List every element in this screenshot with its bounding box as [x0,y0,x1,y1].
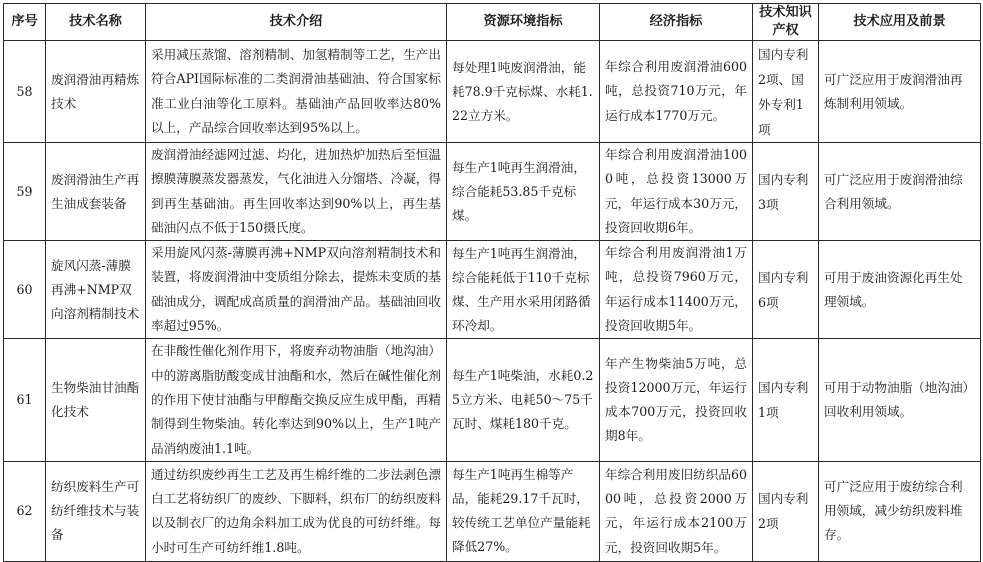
cell-economic-indicators: 年综合利用废旧纺织品6000吨，总投资2000万元，年运行成本2100万元，投资回收期5年。 [600,461,753,561]
technology-table-document [3,3,981,562]
cell-technology-name: 废润滑油再精炼技术 [46,41,146,143]
cell-economic-indicators: 年综合利用废润滑油1000吨，总投资13000万元，年运行成本30万元，投资回收期6年。 [600,143,753,241]
cell-application-prospects: 可广泛应用于废润滑油综合利用领域。 [819,143,981,241]
table-row [4,241,981,339]
cell-application-prospects: 可用于废油资源化再生处理领域。 [819,241,981,339]
cell-resource-indicators: 每处理1吨废润滑油，能耗78.9千克标煤、水耗1.22立方米。 [447,41,600,143]
header-serial-number: 序号 [4,4,46,41]
header-economic-indicators: 经济指标 [600,4,753,41]
cell-technology-name: 旋风闪蒸-薄膜再沸+NMP双向溶剂精制技术 [46,241,146,339]
cell-technology-intro: 废润滑油经滤网过滤、均化，进加热炉加热后至恒温擦膜薄膜蒸发器蒸发，气化油进入分馏塔、冷凝，得到再生基础油。再生回收率达到90%以上，再生基础油闪点不低于150摄氏度。 [146,143,447,241]
cell-technology-name: 废润滑油生产再生油成套装备 [46,143,146,241]
cell-economic-indicators: 年产生物柴油5万吨，总投资12000万元，年运行成本700万元，投资回收期8年。 [600,339,753,461]
header-resource-environment-indicators: 资源环境指标 [447,4,600,41]
header-technology-intro: 技术介绍 [146,4,447,41]
table-row [4,143,981,241]
cell-resource-indicators: 每生产1吨柴油，水耗0.25立方米、电耗50～75千瓦时、煤耗180千克。 [447,339,600,461]
table-header-row [4,4,981,41]
header-technology-name: 技术名称 [46,4,146,41]
cell-serial-number: 62 [4,461,46,561]
cell-intellectual-property: 国内专利1项 [753,339,819,461]
table-row [4,41,981,143]
cell-intellectual-property: 国内专利6项 [753,241,819,339]
header-application-prospects: 技术应用及前景 [819,4,981,41]
cell-technology-intro: 采用旋风闪蒸-薄膜再沸+NMP双向溶剂精制技术和装置，将废润滑油中变质组分除去，提炼未变质的基础油成分，调配成高质量的润滑油产品。基础油回收率超过95%。 [146,241,447,339]
cell-resource-indicators: 每生产1吨再生棉等产品，能耗29.17千瓦时，较传统工艺单位产量能耗降低27%。 [447,461,600,561]
cell-serial-number: 61 [4,339,46,461]
cell-intellectual-property: 国内专利3项 [753,143,819,241]
cell-technology-intro: 通过纺织废纱再生工艺及再生棉纤维的二步法剥色漂白工艺将纺织厂的废纱、下脚料，织布厂的纺织废料以及制衣厂的边角余料加工成为优良的可纺纤维。每小时可生产可纺纤维1.8吨。 [146,461,447,561]
cell-serial-number: 58 [4,41,46,143]
cell-technology-name: 纺织废料生产可纺纤维技术与装备 [46,461,146,561]
header-intellectual-property: 技术知识产权 [753,4,819,41]
cell-economic-indicators: 年综合利用废润滑油600吨，总投资710万元，年运行成本1770万元。 [600,41,753,143]
cell-technology-intro: 采用减压蒸馏、溶剂精制、加氢精制等工艺，生产出符合API国际标准的二类润滑油基础油、符合国家标准工业白油等化工原料。基础油产品回收率达80%以上，产品综合回收率达到95%以上。 [146,41,447,143]
cell-application-prospects: 可广泛应用于废纺综合利用领域，减少纺织废料堆存。 [819,461,981,561]
cell-resource-indicators: 每生产1吨再生润滑油，综合能耗53.85千克标煤。 [447,143,600,241]
cell-application-prospects: 可广泛应用于废润滑油再炼制利用领域。 [819,41,981,143]
cell-technology-intro: 在非酸性催化剂作用下，将废弃动物油脂（地沟油）中的游离脂肪酸变成甘油酯和水，然后在碱性催化剂的作用下使甘油酯与甲醇酯交换反应生成甲酯，再精制得到生物柴油。转化率达到90%以上，生产1吨产品消纳废油1.1吨。 [146,339,447,461]
cell-serial-number: 59 [4,143,46,241]
cell-serial-number: 60 [4,241,46,339]
cell-intellectual-property: 国内专利2项、国外专利1项 [753,41,819,143]
cell-economic-indicators: 年综合利用废润滑油1万吨，总投资7960万元，年运行成本11400万元，投资回收期5年。 [600,241,753,339]
table-row [4,339,981,461]
cell-application-prospects: 可用于动物油脂（地沟油）回收利用领域。 [819,339,981,461]
cell-intellectual-property: 国内专利2项 [753,461,819,561]
table-row [4,461,981,561]
cell-technology-name: 生物柴油甘油酯化技术 [46,339,146,461]
technology-catalog-table [3,3,981,562]
cell-resource-indicators: 每生产1吨再生润滑油，综合能耗低于110千克标煤、生产用水采用闭路循环冷却。 [447,241,600,339]
